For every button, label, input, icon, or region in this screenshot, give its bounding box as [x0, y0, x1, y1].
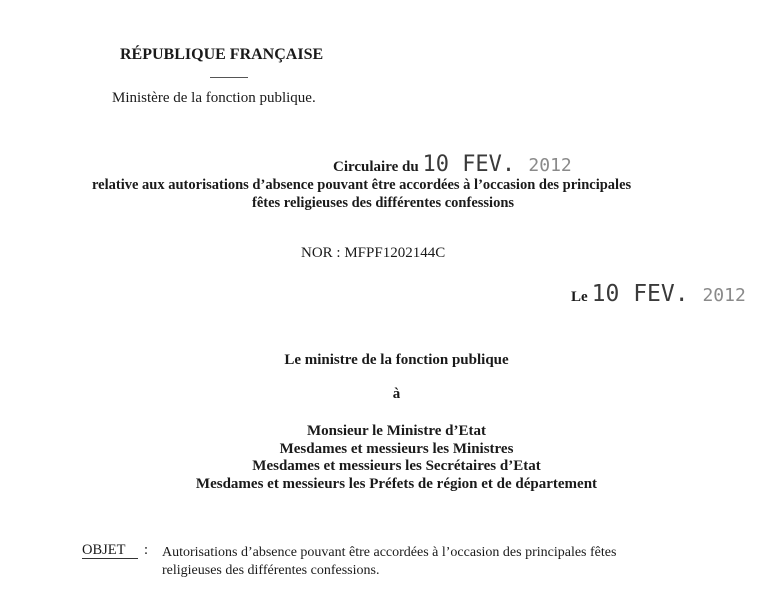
circulaire-stamp-day-month: 10 FEV.	[422, 152, 516, 177]
recipient-line: Mesdames et messieurs les Secrétaires d’Etat	[252, 458, 541, 474]
circulaire-subtitle-line2: fêtes religieuses des différentes confessions	[252, 195, 515, 211]
circulaire-title	[333, 152, 572, 177]
recipient-line: Monsieur le Ministre d’Etat	[306, 423, 486, 439]
date-line	[571, 281, 746, 307]
date-stamp-day-month: 10 FEV.	[591, 281, 689, 307]
date-stamp-year: 2012	[702, 285, 746, 306]
addressee-preposition: à	[392, 386, 401, 402]
objet-separator: :	[144, 542, 149, 558]
ministry-name: Ministère de la fonction publique.	[112, 90, 316, 106]
circulaire-date-stamp	[422, 152, 571, 177]
objet-label: OBJET	[82, 542, 126, 558]
objet-text-line1: Autorisations d’absence pouvant être accordées à l’occasion des principales fêtes	[162, 545, 617, 560]
nor-reference: NOR : MFPF1202144C	[301, 245, 446, 261]
recipient-line: Mesdames et messieurs les Préfets de région et de département	[195, 476, 598, 492]
header-divider	[210, 77, 248, 78]
date-stamp	[592, 281, 746, 307]
sender: Le ministre de la fonction publique	[284, 352, 509, 368]
circulaire-subtitle-line1: relative aux autorisations d’absence pouvant être accordées à l’occasion des principales	[92, 177, 632, 193]
objet-text-line2: religieuses des différentes confessions.	[162, 563, 380, 578]
circulaire-stamp-year: 2012	[528, 155, 572, 176]
recipient-line: Mesdames et messieurs les Ministres	[279, 441, 514, 457]
republic-heading: RÉPUBLIQUE FRANÇAISE	[120, 46, 324, 63]
objet-underline	[82, 558, 138, 559]
date-prefix: Le	[571, 289, 588, 305]
circulaire-label: Circulaire du	[333, 159, 419, 175]
